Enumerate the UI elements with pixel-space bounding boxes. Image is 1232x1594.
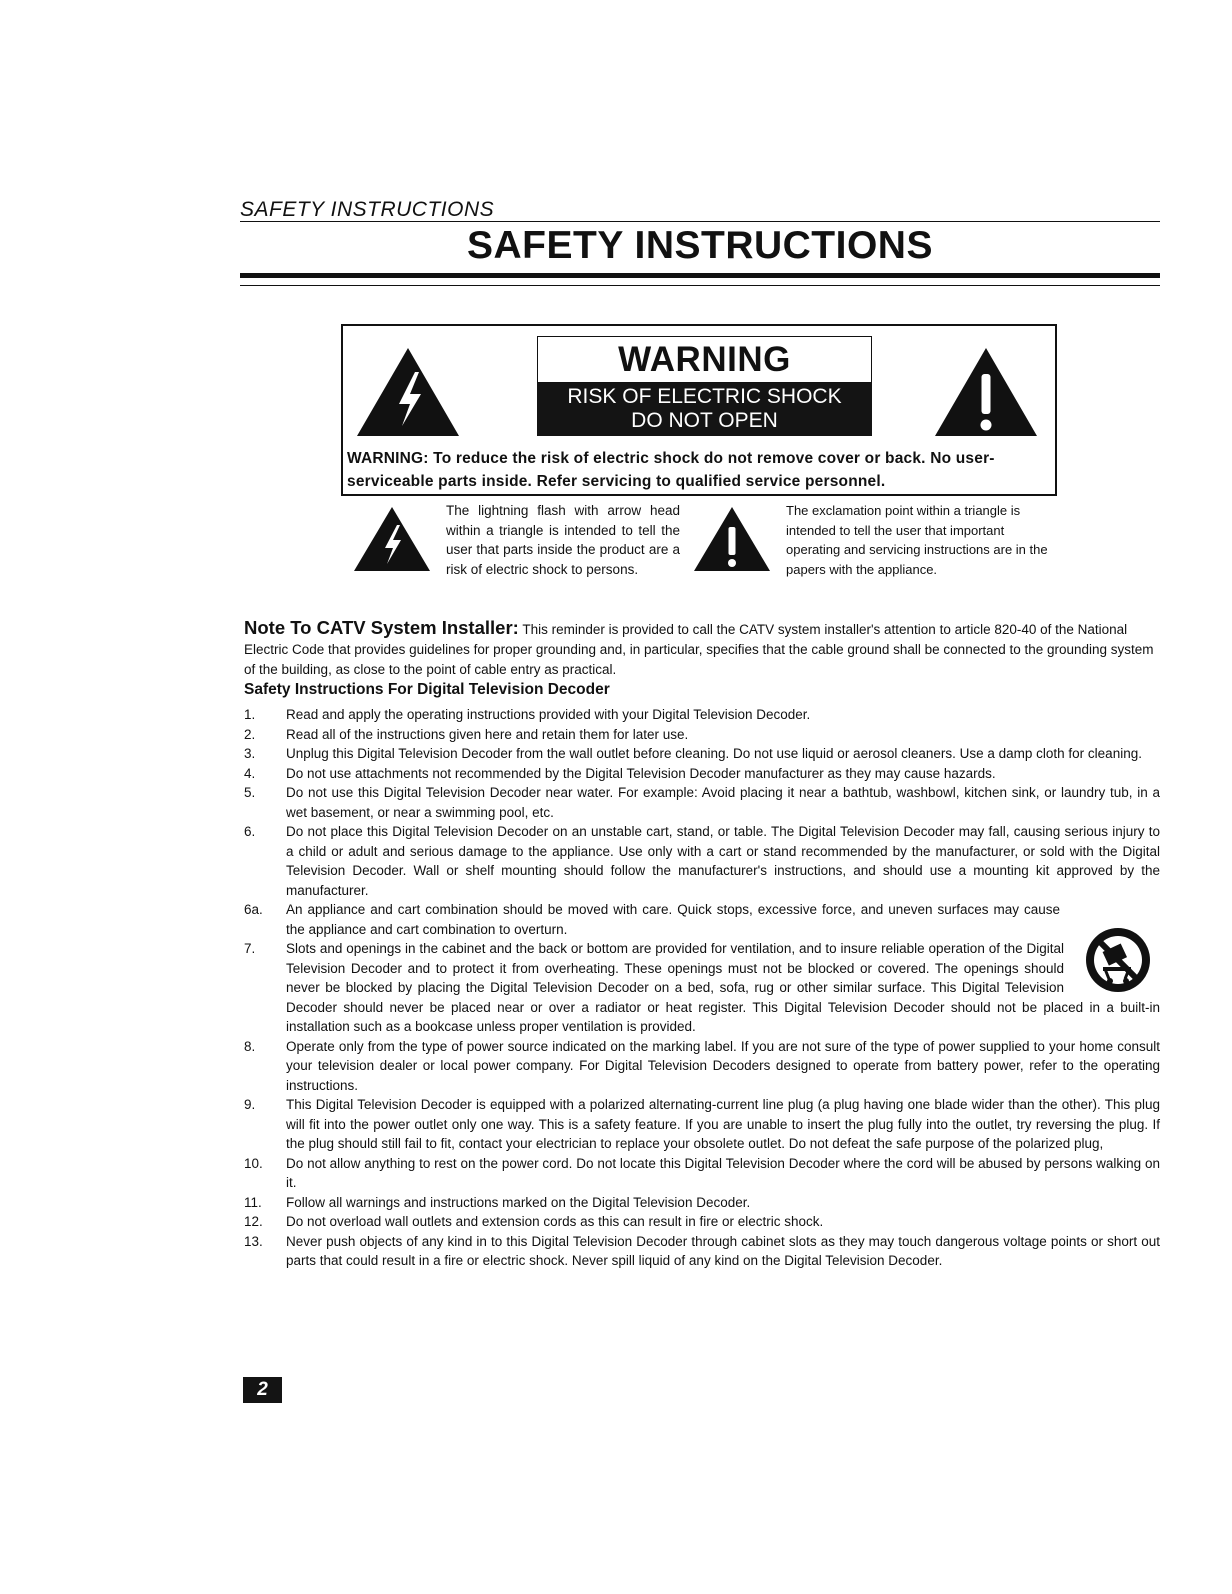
exclamation-triangle-icon bbox=[933, 346, 1039, 438]
note-text: This reminder is provided to call the CATV system installer's attention to article 820-40 of the National Electric Code that provides guidelines for proper grounding and, in particular, specifies that the cable ground shall be connected to the grounding system of the building, as close to the point of cable entry as practical. bbox=[244, 622, 1154, 677]
item-text: An appliance and cart combination should be moved with care. Quick stops, excessive force, and uneven surfaces may cause the appliance and cart combination to overturn. bbox=[286, 902, 1060, 937]
item-number: 9. bbox=[244, 1097, 256, 1112]
item-text: Read all of the instructions given here and retain them for later use. bbox=[286, 726, 689, 742]
warning-text: WARNING: To reduce the risk of electric shock do not remove cover or back. No user-serviceable parts inside. Refer servicing to qualified service personnel. bbox=[347, 450, 995, 490]
item-number: 4. bbox=[244, 765, 256, 781]
section-label: SAFETY INSTRUCTIONS bbox=[240, 198, 495, 221]
item-number: 6. bbox=[244, 824, 256, 839]
list-item bbox=[244, 1212, 1160, 1232]
list-item bbox=[244, 783, 1160, 822]
list-item bbox=[244, 1154, 1160, 1193]
note-heading: Note To CATV System Installer: bbox=[244, 617, 519, 638]
banner-line-1: RISK OF ELECTRIC SHOCK bbox=[567, 385, 842, 408]
item-number: 2. bbox=[244, 726, 256, 742]
item-text: Do not allow anything to rest on the power cord. Do not locate this Digital Television Decoder where the cord will be abused by persons walking on it. bbox=[286, 1155, 1160, 1190]
warning-word: WARNING bbox=[537, 336, 872, 383]
item-text: Do not overload wall outlets and extension cords as this can result in fire or electric shock. bbox=[286, 1214, 824, 1229]
list-item bbox=[244, 939, 1160, 1037]
item-text: This Digital Television Decoder is equipped with a polarized alternating-current line plug (a plug having one blade wider than the other). This plug will fit into the power outlet only one way. This is a safety feature. If you are unable to insert the plug fully into the outlet, try reversing the plug. If the plug should still fail to fit, contact your electrician to replace your obsolete outlet. Do not defeat the safe purpose of the polarized plug, bbox=[286, 1097, 1160, 1151]
item-number: 13. bbox=[244, 1233, 263, 1249]
exclamation-symbol-icon bbox=[692, 505, 772, 573]
warning-banner bbox=[537, 383, 872, 436]
exclamation-symbol-description: The exclamation point within a triangle is intended to tell the user that important operating and servicing instructions are in the papers with the appliance. bbox=[786, 503, 1048, 577]
item-text: Do not use this Digital Television Decoder near water. For example: Avoid placing it near a bathtub, washbowl, kitchen sink, or laundry tub, in a wet basement, or near a swimming pool, etc. bbox=[286, 785, 1160, 820]
list-item bbox=[244, 1037, 1160, 1096]
item-text: Do not use attachments not recommended by the Digital Television Decoder manufacturer as they may cause hazards. bbox=[286, 765, 996, 781]
page-title: SAFETY INSTRUCTIONS bbox=[467, 224, 933, 267]
catv-note bbox=[244, 618, 1160, 700]
list-item bbox=[244, 1193, 1160, 1213]
title-rule-thin bbox=[240, 285, 1160, 286]
item-number: 5. bbox=[244, 785, 256, 800]
warning-box bbox=[341, 324, 1057, 496]
item-number: 12. bbox=[244, 1214, 263, 1229]
item-text: Do not place this Digital Television Decoder on an unstable cart, stand, or table. The Digital Television Decoder may fall, causing serious injury to a child or adult and serious damage to the appliance. Use only with a cart or stand recommended by the manufacturer, or sold with the Digital Television Decoder. Wall or shelf mounting should follow the manufacturer's instructions, and should use a mounting kit approved by the manufacturer. bbox=[286, 824, 1160, 898]
banner-line-2: DO NOT OPEN bbox=[631, 409, 778, 432]
title-rule-thick bbox=[240, 273, 1160, 278]
list-item bbox=[244, 744, 1160, 764]
page-number: 2 bbox=[243, 1377, 282, 1403]
list-item bbox=[244, 822, 1160, 900]
section-divider bbox=[240, 221, 1160, 222]
list-item bbox=[244, 705, 1160, 725]
cart-tipover-warning-icon bbox=[1083, 925, 1153, 995]
list-item bbox=[244, 764, 1160, 784]
item-number: 8. bbox=[244, 1038, 256, 1054]
item-number: 6a. bbox=[244, 902, 263, 917]
item-text: Never push objects of any kind in to this Digital Television Decoder through cabinet slots as they may touch dangerous voltage points or short out parts that could result in a fire or electric shock. Never spill liquid of any kind on the Digital Television Decoder. bbox=[286, 1233, 1160, 1268]
lightning-triangle-icon bbox=[355, 346, 461, 438]
list-item bbox=[244, 1095, 1160, 1154]
instructions-heading: Safety Instructions For Digital Television Decoder bbox=[244, 681, 610, 698]
item-text: Operate only from the type of power source indicated on the marking label. If you are not sure of the type of power supplied to your home consult your television dealer or local power company. For Digital Television Decoders designed to operate from battery power, refer to the operating instructions. bbox=[286, 1038, 1160, 1093]
lightning-symbol-icon bbox=[352, 505, 432, 573]
warning-heading bbox=[537, 336, 872, 436]
item-text: Read and apply the operating instructions provided with your Digital Television Decoder. bbox=[286, 707, 811, 722]
item-text: Follow all warnings and instructions marked on the Digital Television Decoder. bbox=[286, 1194, 751, 1210]
list-item bbox=[244, 900, 1160, 939]
item-number: 1. bbox=[244, 707, 256, 722]
item-number: 10. bbox=[244, 1155, 263, 1171]
item-number: 7. bbox=[244, 941, 256, 956]
item-text: Unplug this Digital Television Decoder from the wall outlet before cleaning. Do not use liquid or aerosol cleaners. Use a damp cloth for cleaning. bbox=[286, 746, 1142, 761]
item-number: 11. bbox=[244, 1194, 262, 1210]
lightning-symbol-description: The lightning flash with arrow head within a triangle is intended to tell the user that parts inside the product are a risk of electric shock to persons. bbox=[446, 503, 680, 577]
instructions-list bbox=[244, 705, 1160, 1271]
item-number: 3. bbox=[244, 746, 256, 761]
list-item bbox=[244, 725, 1160, 745]
list-item bbox=[244, 1232, 1160, 1271]
item-text: Slots and openings in the cabinet and the back or bottom are provided for ventilation, and to insure reliable operation of the Digital Television Decoder and to protect it from overheating. These openings must not be blocked or covered. The openings should never be blocked by placing the Digital Television Decoder on a bed, sofa, rug or other similar surface. This Digital Television Decoder should never be placed near or over a radiator or heat register. This Digital Television Decoder should not be placed in a built-in installation such as a bookcase unless proper ventilation is provided. bbox=[286, 941, 1160, 1034]
